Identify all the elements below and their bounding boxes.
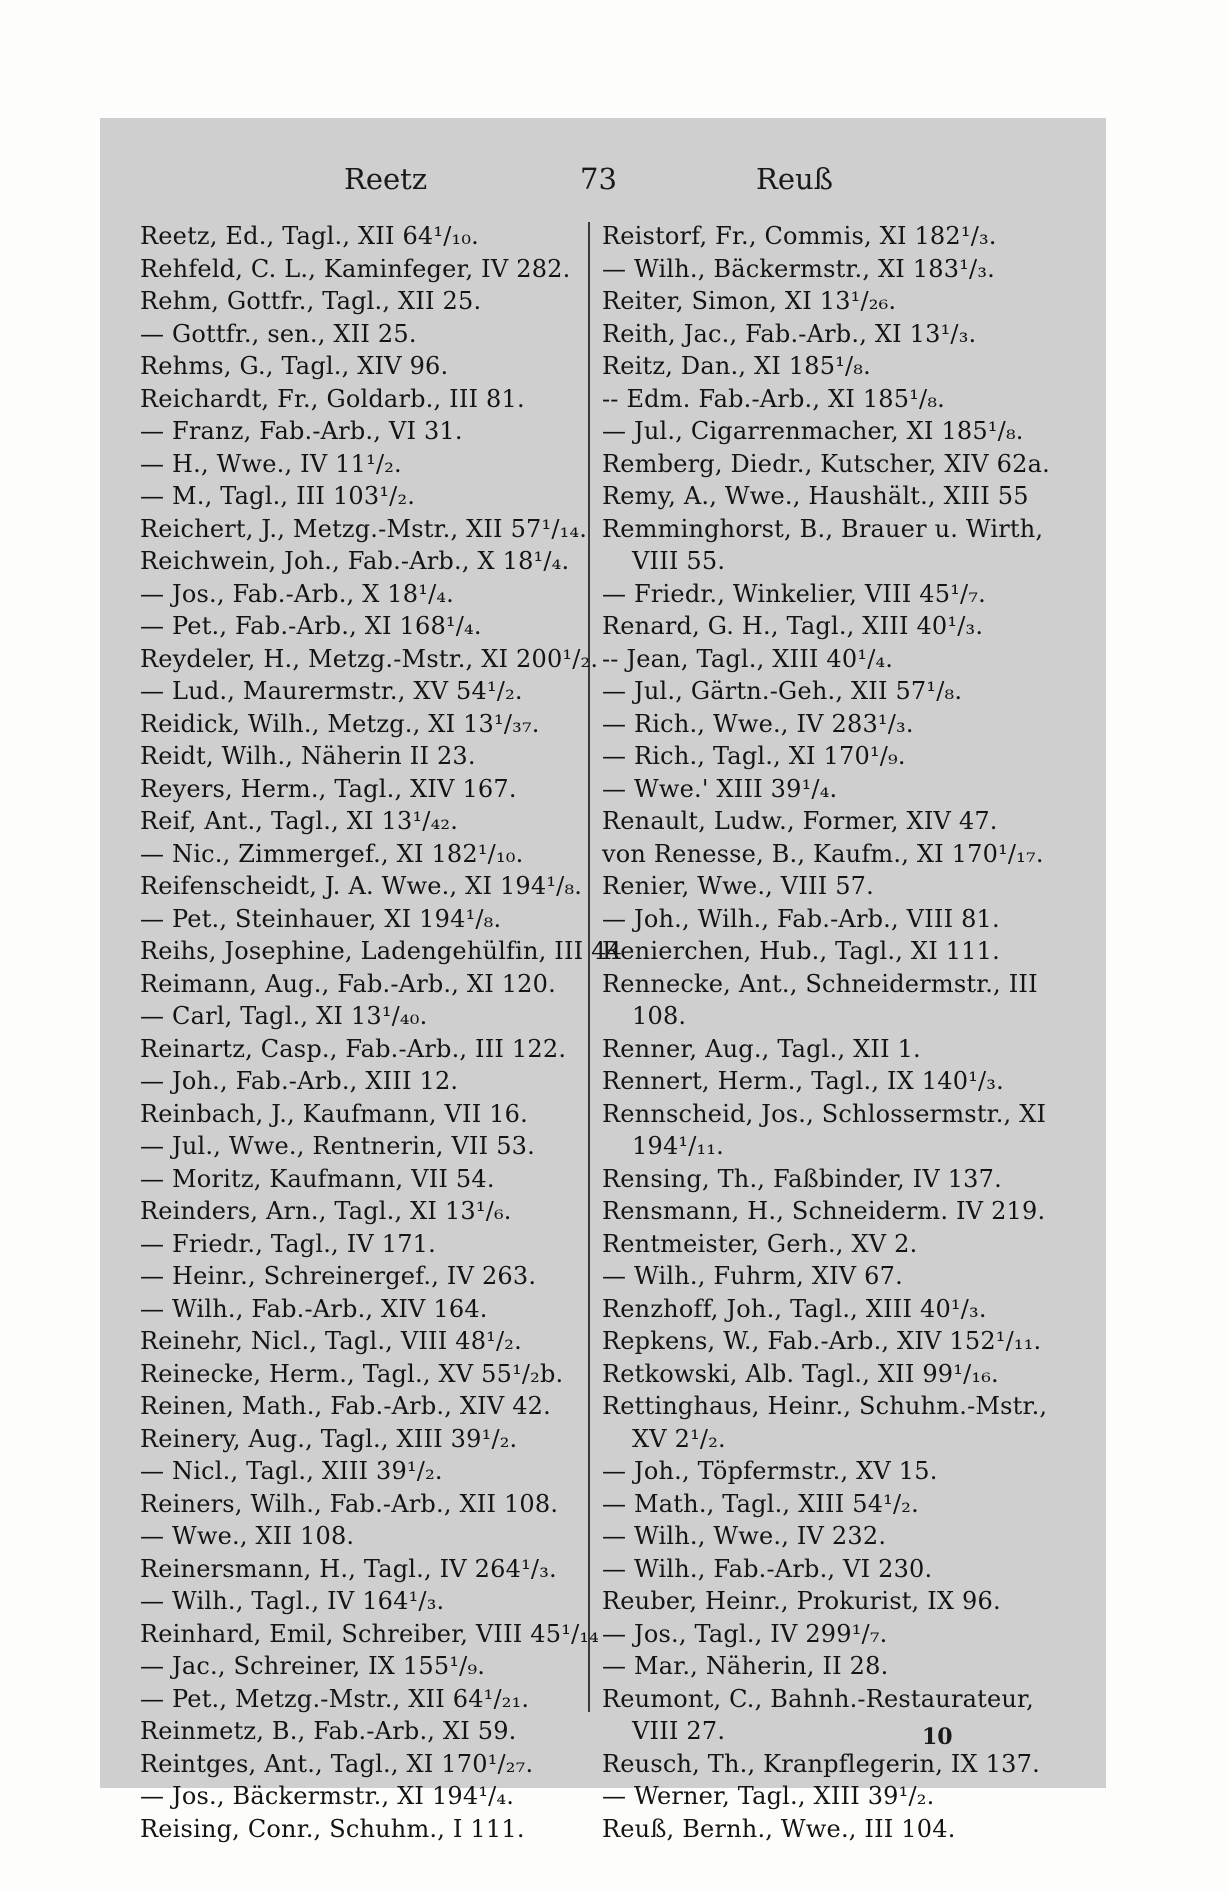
directory-entry: Reinehr, Nicl., Tagl., VIII 48¹/₂. [140,1327,522,1355]
left-column [140,220,623,1845]
directory-entry: Reif, Ant., Tagl., XI 13¹/₄₂. [140,807,459,835]
directory-entry: — Wilh., Fab.-Arb., XIV 164. [140,1294,488,1323]
directory-entry: Rensmann, H., Schneiderm. IV 219. [602,1197,1046,1225]
directory-entry: 194¹/₁₁. [632,1132,724,1160]
right-column [602,220,1062,1845]
directory-entry: VIII 55. [632,547,726,575]
directory-entry: Reusch, Th., Kranpflegerin, IX 137. [602,1749,1040,1778]
directory-entry: — Joh., Fab.-Arb., XIII 12. [140,1067,459,1095]
directory-entry: Reiners, Wilh., Fab.-Arb., XII 108. [140,1489,559,1518]
directory-entry: — Math., Tagl., XIII 54¹/₂. [602,1489,919,1518]
directory-entry: Rettinghaus, Heinr., Schuhm.-Mstr., [602,1392,1048,1420]
directory-entry: — Wilh., Bäckermstr., XI 183¹/₃. [602,254,995,283]
directory-entry: — Jos., Tagl., IV 299¹/₇. [602,1619,888,1648]
directory-entry: Reinhard, Emil, Schreiber, VIII 45¹/₁₄ [140,1619,599,1648]
directory-entry: — Moritz, Kaufmann, VII 54. [140,1164,495,1193]
directory-entry: — Werner, Tagl., XIII 39¹/₂. [602,1782,935,1810]
directory-entry: Reichwein, Joh., Fab.-Arb., X 18¹/₄. [140,547,570,575]
directory-entry: Rehm, Gottfr., Tagl., XII 25. [140,287,482,315]
directory-entry: — Gottfr., sen., XII 25. [140,319,417,348]
directory-entry: Renner, Aug., Tagl., XII 1. [602,1034,921,1063]
directory-entry: — Pet., Steinhauer, XI 194¹/₈. [140,904,502,933]
directory-entry: Retkowski, Alb. Tagl., XII 99¹/₁₆. [602,1359,999,1388]
directory-entry: Reinersmann, H., Tagl., IV 264¹/₃. [140,1554,557,1583]
directory-entry: — M., Tagl., III 103¹/₂. [140,482,416,510]
directory-entry: — Pet., Metzg.-Mstr., XII 64¹/₂₁. [140,1684,530,1713]
directory-entry: — Jac., Schreiner, IX 155¹/₉. [140,1652,486,1680]
directory-entry: Reimann, Aug., Fab.-Arb., XI 120. [140,969,556,998]
directory-entry: — Carl, Tagl., XI 13¹/₄₀. [140,1002,428,1030]
directory-entry: Remberg, Diedr., Kutscher, XIV 62a. [602,449,1050,478]
directory-entry: Reihs, Josephine, Ladengehülfin, III 44 [140,937,623,965]
directory-entry: Reistorf, Fr., Commis, XI 182¹/₃. [602,222,997,250]
directory-entry: Reiter, Simon, XI 13¹/₂₆. [602,287,897,315]
directory-entry: Rehfeld, C. L., Kaminfeger, IV 282. [140,254,571,283]
directory-entry: Reinen, Math., Fab.-Arb., XIV 42. [140,1392,551,1420]
directory-entry: — Wwe.' XIII 39¹/₄. [602,774,838,803]
directory-entry: — Lud., Maurermstr., XV 54¹/₂. [140,677,523,705]
directory-entry: Remminghorst, B., Brauer u. Wirth, [602,514,1044,543]
directory-entry: Repkens, W., Fab.-Arb., XIV 152¹/₁₁. [602,1327,1042,1355]
directory-entry: Reuß, Bernh., Wwe., III 104. [602,1814,956,1843]
directory-entry: Reinders, Arn., Tagl., XI 13¹/₆. [140,1197,512,1225]
directory-entry: Renier, Wwe., VIII 57. [602,872,874,900]
running-header-left: Reetz [344,162,428,196]
directory-entry: — Joh., Wilh., Fab.-Arb., VIII 81. [602,904,1000,933]
directory-entry: Renzhoff, Joh., Tagl., XIII 40¹/₃. [602,1294,987,1323]
page-number: 73 [580,162,617,196]
directory-entry: Rennscheid, Jos., Schlossermstr., XI [602,1099,1047,1128]
directory-entry: — Wilh., Tagl., IV 164¹/₃. [140,1587,445,1615]
directory-entry: Renard, G. H., Tagl., XIII 40¹/₃. [602,612,984,640]
directory-entry: Reichert, J., Metzg.-Mstr., XII 57¹/₁₄. [140,514,588,543]
directory-entry: — Joh., Töpfermstr., XV 15. [602,1457,938,1485]
directory-entry: Reydeler, H., Metzg.-Mstr., XI 200¹/₂. [140,644,599,673]
directory-entry: — Rich., Wwe., IV 283¹/₃. [602,709,914,738]
directory-entry: Rensing, Th., Faßbinder, IV 137. [602,1164,1002,1193]
directory-entry: — Rich., Tagl., XI 170¹/₉. [602,742,906,770]
directory-entry: — Wwe., XII 108. [140,1522,355,1550]
directory-entry: Rennert, Herm., Tagl., IX 140¹/₃. [602,1067,1004,1095]
directory-entry: Reinery, Aug., Tagl., XIII 39¹/₂. [140,1424,518,1453]
directory-entry: — Jos., Fab.-Arb., X 18¹/₄. [140,579,455,608]
directory-entry: Renierchen, Hub., Tagl., XI 111. [602,937,1000,965]
running-header-right: Reuß [756,162,834,196]
directory-entry: — Nic., Zimmergef., XI 182¹/₁₀. [140,839,524,868]
sheet-signature: 10 [922,1724,953,1750]
directory-entry: Rentmeister, Gerh., XV 2. [602,1229,918,1258]
directory-entry: Reinecke, Herm., Tagl., XV 55¹/₂b. [140,1359,564,1388]
directory-entry: Remy, A., Wwe., Haushält., XIII 55 [602,482,1029,510]
directory-entry: — Franz, Fab.-Arb., VI 31. [140,417,463,445]
directory-entry: 108. [632,1002,687,1030]
directory-entry: Renault, Ludw., Former, XIV 47. [602,807,998,835]
directory-entry: Reuber, Heinr., Prokurist, IX 96. [602,1587,1001,1615]
directory-entry: — Jul., Cigarrenmacher, XI 185¹/₈. [602,417,1024,445]
directory-entry: — Jul., Wwe., Rentnerin, VII 53. [140,1132,535,1160]
directory-entry: XV 2¹/₂. [632,1424,726,1453]
directory-entry: — Wilh., Fuhrm, XIV 67. [602,1262,903,1290]
directory-entry: — Mar., Näherin, II 28. [602,1652,889,1680]
directory-entry: — Nicl., Tagl., XIII 39¹/₂. [140,1457,443,1485]
directory-entry: Reitz, Dan., XI 185¹/₈. [602,352,871,380]
directory-entry: Reidt, Wilh., Näherin II 23. [140,742,476,770]
directory-entry: Reyers, Herm., Tagl., XIV 167. [140,774,517,803]
directory-entry: Rehms, G., Tagl., XIV 96. [140,352,449,380]
directory-entry: Reinartz, Casp., Fab.-Arb., III 122. [140,1034,567,1063]
directory-entry: — Heinr., Schreinergef., IV 263. [140,1262,537,1290]
directory-entry: — Pet., Fab.-Arb., XI 168¹/₄. [140,612,482,640]
directory-entry: — Jul., Gärtn.-Geh., XII 57¹/₈. [602,677,963,705]
directory-entry: -- Jean, Tagl., XIII 40¹/₄. [602,644,894,673]
directory-entry: -- Edm. Fab.-Arb., XI 185¹/₈. [602,384,945,413]
directory-entry: von Renesse, B., Kaufm., XI 170¹/₁₇. [602,839,1044,868]
directory-entry: Reinmetz, B., Fab.-Arb., XI 59. [140,1717,517,1745]
directory-entry: Reith, Jac., Fab.-Arb., XI 13¹/₃. [602,319,977,348]
directory-entry: Reinbach, J., Kaufmann, VII 16. [140,1099,528,1128]
directory-entry: Reising, Conr., Schuhm., I 111. [140,1814,525,1843]
directory-entry: Reichardt, Fr., Goldarb., III 81. [140,384,525,413]
directory-entry: VIII 27. [632,1717,726,1745]
directory-entry: Reifenscheidt, J. A. Wwe., XI 194¹/₈. [140,872,583,900]
directory-entry: — Wilh., Fab.-Arb., VI 230. [602,1554,933,1583]
directory-entry: — Wilh., Wwe., IV 232. [602,1522,887,1550]
directory-entry: Rennecke, Ant., Schneidermstr., III [602,969,1038,998]
directory-entry: — Friedr., Winkelier, VIII 45¹/₇. [602,579,986,608]
directory-entry: — Friedr., Tagl., IV 171. [140,1229,436,1258]
directory-entry: Reidick, Wilh., Metzg., XI 13¹/₃₇. [140,709,540,738]
directory-entry: Reetz, Ed., Tagl., XII 64¹/₁₀. [140,222,479,250]
directory-entry: Reintges, Ant., Tagl., XI 170¹/₂₇. [140,1749,534,1778]
directory-entry: Reumont, C., Bahnh.-Restaurateur, [602,1684,1034,1713]
directory-entry: — H., Wwe., IV 11¹/₂. [140,449,402,478]
directory-entry: — Jos., Bäckermstr., XI 194¹/₄. [140,1782,515,1810]
